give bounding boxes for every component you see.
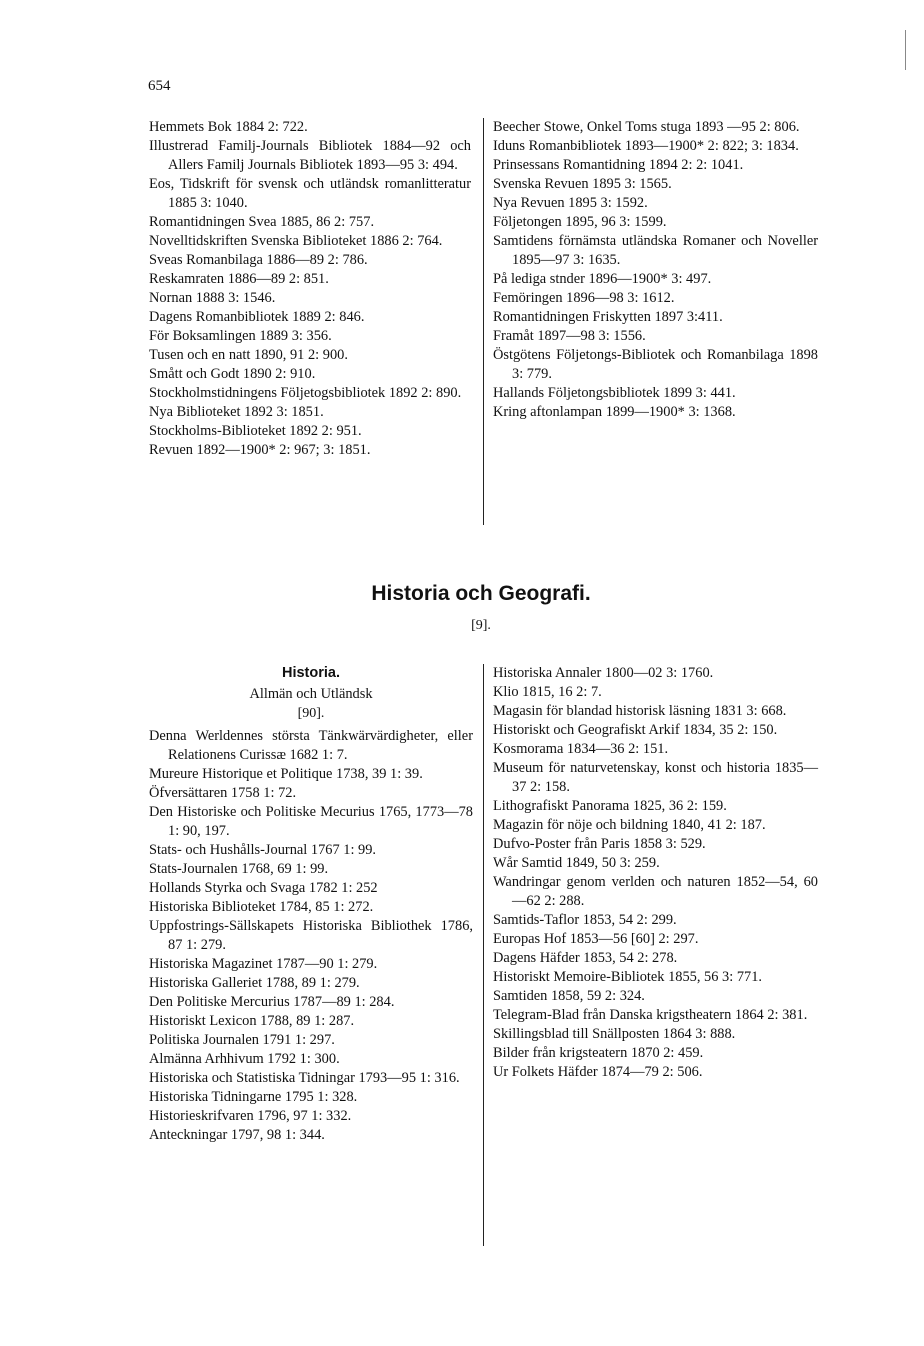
top-left-column	[149, 118, 471, 460]
list-item: Historiskt Lexicon 1788, 89 1: 287.	[149, 1013, 355, 1029]
list-item: Politiska Journalen 1791 1: 297.	[149, 1032, 335, 1048]
bottom-right-column	[493, 664, 818, 1082]
list-item: Wandringar genom verlden och naturen 1852—54, 60—62 2: 288.	[493, 874, 818, 909]
list-item: Magasin för blandad historisk läsning 1831 3: 668.	[493, 703, 787, 719]
list-item: Eos, Tidskrift för svensk och utländsk romanlitteratur 1885 3: 1040.	[149, 176, 471, 211]
list-item: Kring aftonlampan 1899—1900* 3: 1368.	[493, 404, 736, 420]
list-item: Historiska Annaler 1800—02 3: 1760.	[493, 665, 714, 681]
list-item: Revuen 1892—1900* 2: 967; 3: 1851.	[149, 442, 371, 458]
list-item: Nornan 1888 3: 1546.	[149, 290, 276, 306]
list-item: Dagens Häfder 1853, 54 2: 278.	[493, 950, 678, 966]
column-divider-top	[483, 118, 484, 525]
list-item: Illustrerad Familj-Journals Bibliotek 1884—92 och Allers Familj Journals Bibliotek 1893—95 3: 494.	[149, 138, 471, 173]
list-item: Nya Biblioteket 1892 3: 1851.	[149, 404, 324, 420]
column-divider-bottom	[483, 664, 484, 1246]
list-item: Romantidningen Svea 1885, 86 2: 757.	[149, 214, 375, 230]
list-item: Klio 1815, 16 2: 7.	[493, 684, 602, 700]
page-number: 654	[148, 78, 171, 94]
list-item: Den Politiske Mercurius 1787—89 1: 284.	[149, 994, 395, 1010]
subsection-heading: Historia.	[281, 665, 340, 681]
list-item: Ur Folkets Häfder 1874—79 2: 506.	[493, 1064, 703, 1080]
list-item: Novelltidskriften Svenska Biblioteket 1886 2: 764.	[149, 233, 443, 249]
subsection-subheading: Allmän och Utländsk	[249, 686, 373, 702]
list-item: Beecher Stowe, Onkel Toms stuga 1893 —95 2: 806.	[493, 119, 800, 135]
list-item: Europas Hof 1853—56 [60] 2: 297.	[493, 931, 699, 947]
list-item: Stockholmstidningens Följetogsbibliotek 1892 2: 890.	[149, 385, 462, 401]
list-item: Mureure Historique et Politique 1738, 39 1: 39.	[149, 766, 423, 782]
section-number: [9].	[471, 618, 491, 633]
list-item: Följetongen 1895, 96 3: 1599.	[493, 214, 667, 230]
list-item: Samtiden 1858, 59 2: 324.	[493, 988, 645, 1004]
list-item: Historiska Tidningarne 1795 1: 328.	[149, 1089, 358, 1105]
list-item: Östgötens Följetongs-Bibliotek och Romanbilaga 1898 3: 779.	[493, 347, 818, 382]
list-item: Bilder från krigsteatern 1870 2: 459.	[493, 1045, 704, 1061]
list-item: Svenska Revuen 1895 3: 1565.	[493, 176, 672, 192]
list-item: Samtidens förnämsta utländska Romaner och Noveller 1895—97 3: 1635.	[493, 233, 818, 268]
list-item: För Boksamlingen 1889 3: 356.	[149, 328, 332, 344]
list-item: Historiska Biblioteket 1784, 85 1: 272.	[149, 899, 374, 915]
list-item: Historiska och Statistiska Tidningar 1793—95 1: 316.	[149, 1070, 460, 1086]
list-item: Samtids-Taflor 1853, 54 2: 299.	[493, 912, 677, 928]
list-item: Reskamraten 1886—89 2: 851.	[149, 271, 329, 287]
list-item: Femöringen 1896—98 3: 1612.	[493, 290, 675, 306]
list-item: Romantidningen Friskytten 1897 3:411.	[493, 309, 723, 325]
list-item: Smått och Godt 1890 2: 910.	[149, 366, 316, 382]
list-item: Kosmorama 1834—36 2: 151.	[493, 741, 669, 757]
bottom-left-column	[149, 664, 473, 1145]
section-title: Historia och Geografi.	[371, 582, 591, 605]
list-item: Skillingsblad till Snällposten 1864 3: 888.	[493, 1026, 736, 1042]
list-item: Historiskt och Geografiskt Arkif 1834, 35 2: 150.	[493, 722, 778, 738]
list-item: Dagens Romanbibliotek 1889 2: 846.	[149, 309, 365, 325]
list-item: Iduns Romanbibliotek 1893—1900* 2: 822; 3: 1834.	[493, 138, 799, 154]
list-item: Tusen och en natt 1890, 91 2: 900.	[149, 347, 348, 363]
list-item: Stats- och Hushålls-Journal 1767 1: 99.	[149, 842, 377, 858]
list-item: Telegram-Blad från Danska krigstheatern 1864 2: 381.	[493, 1007, 808, 1023]
list-item: Almänna Arhhivum 1792 1: 300.	[149, 1051, 340, 1067]
list-item: Historiska Galleriet 1788, 89 1: 279.	[149, 975, 360, 991]
list-item: Denna Werldennes största Tänkwärvärdigheter, eller Relationens Curissæ 1682 1: 7.	[149, 728, 473, 763]
list-item: Historieskrifvaren 1796, 97 1: 332.	[149, 1108, 352, 1124]
top-right-column	[493, 118, 818, 422]
list-item: Stockholms-Biblioteket 1892 2: 951.	[149, 423, 362, 439]
list-item: Historiskt Memoire-Bibliotek 1855, 56 3: 771.	[493, 969, 763, 985]
list-item: Nya Revuen 1895 3: 1592.	[493, 195, 648, 211]
list-item: Hemmets Bok 1884 2: 722.	[149, 119, 308, 135]
list-item: Lithografiskt Panorama 1825, 36 2: 159.	[493, 798, 727, 814]
subsection-number: [90].	[297, 706, 325, 721]
list-item: Uppfostrings-Sällskapets Historiska Bibliothek 1786, 87 1: 279.	[149, 918, 473, 953]
list-item: Prinsessans Romantidning 1894 2: 2: 1041.	[493, 157, 744, 173]
list-item: Sveas Romanbilaga 1886—89 2: 786.	[149, 252, 368, 268]
list-item: Historiska Magazinet 1787—90 1: 279.	[149, 956, 378, 972]
list-item: Framåt 1897—98 3: 1556.	[493, 328, 646, 344]
list-item: På lediga stnder 1896—1900* 3: 497.	[493, 271, 712, 287]
scan-edge-mark	[905, 30, 906, 70]
list-item: Magazin för nöje och bildning 1840, 41 2: 187.	[493, 817, 766, 833]
list-item: Hollands Styrka och Svaga 1782 1: 252	[149, 880, 378, 896]
list-item: Öfversättaren 1758 1: 72.	[149, 785, 297, 801]
list-item: Hallands Följetongsbibliotek 1899 3: 441.	[493, 385, 736, 401]
list-item: Museum för naturvetenskay, konst och historia 1835—37 2: 158.	[493, 760, 818, 795]
list-item: Stats-Journalen 1768, 69 1: 99.	[149, 861, 329, 877]
list-item: Anteckningar 1797, 98 1: 344.	[149, 1127, 325, 1143]
list-item: Den Historiske och Politiske Mecurius 1765, 1773—78 1: 90, 197.	[149, 804, 473, 839]
list-item: Wår Samtid 1849, 50 3: 259.	[493, 855, 660, 871]
list-item: Dufvo-Poster från Paris 1858 3: 529.	[493, 836, 706, 852]
